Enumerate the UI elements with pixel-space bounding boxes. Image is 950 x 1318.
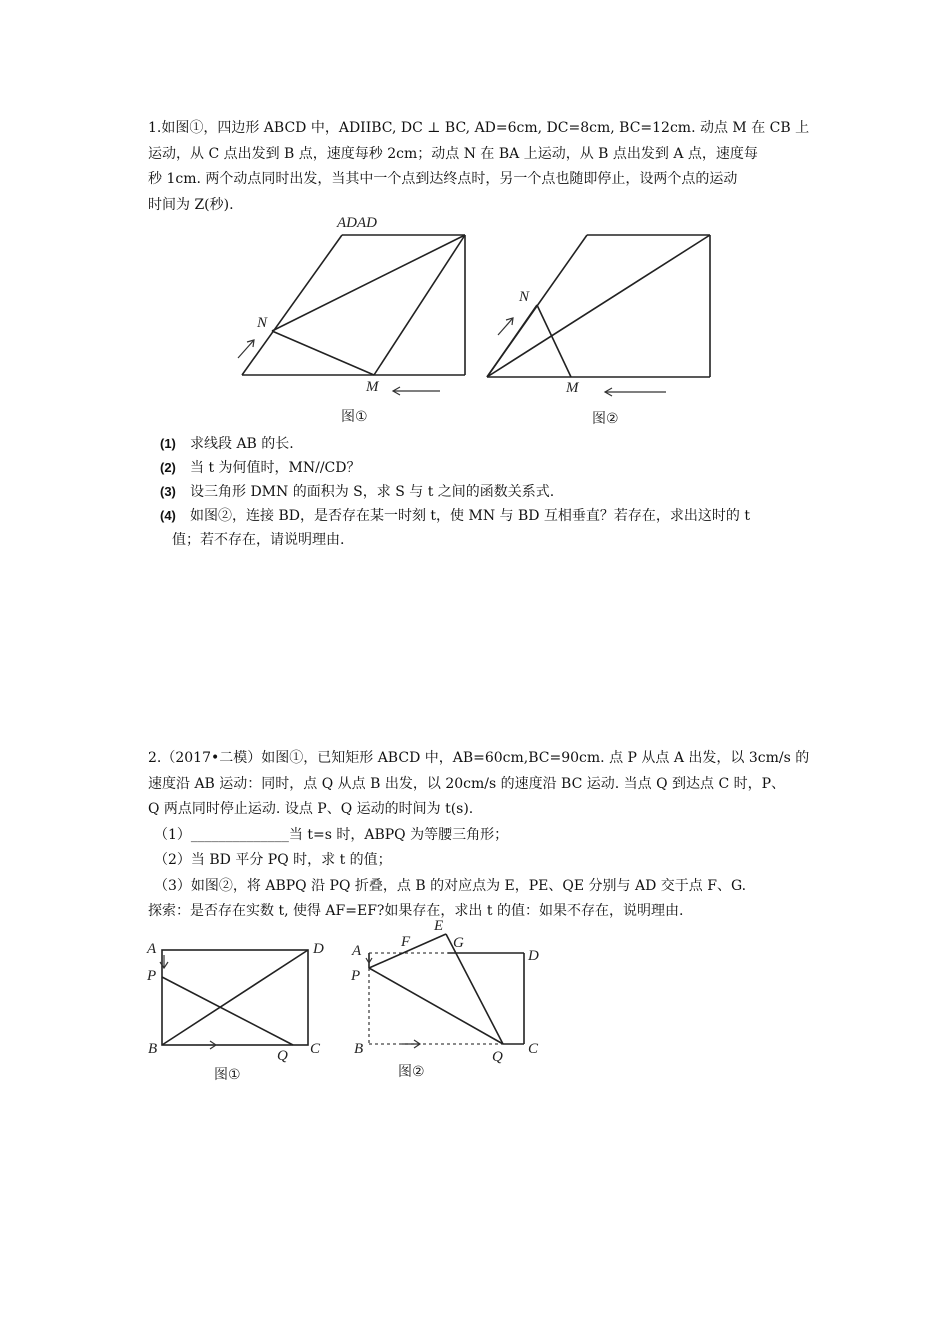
- figure-2-diagram: [487, 235, 710, 427]
- problem2-item: （3）如图②，将 ABPQ 沿 PQ 折叠，点 B 的对应点为 E，PE、QE 分别与 AD 交于点 F、G.: [154, 877, 747, 894]
- p2-figure-1-diagram: [146, 941, 324, 1083]
- label-b: B: [354, 1041, 364, 1057]
- question-number: (3): [160, 484, 176, 499]
- problem1-line: 秒 1cm. 两个动点同时出发，当其中一个点到达终点时，另一个点也随即停止，设两个点的运动: [148, 171, 738, 187]
- question-text: 设三角形 DMN 的面积为 S，求 S 与 t 之间的函数关系式.: [190, 484, 555, 500]
- label-m: M: [566, 380, 579, 396]
- problem2-line: 速度沿 AB 运动：同时，点 Q 从点 B 出发，以 20cm/s 的速度沿 BC 运动. 当点 Q 到达点 C 时，P、: [148, 775, 786, 792]
- label-q: Q: [492, 1049, 503, 1065]
- label-n: N: [257, 315, 268, 331]
- p2-figure-2-diagram: [350, 918, 539, 1080]
- figure-1-diagram: [238, 215, 465, 425]
- problem2-line: Q 两点同时停止运动. 设点 P、Q 运动的时间为 t(s).: [148, 801, 474, 817]
- label-d: D: [313, 941, 324, 957]
- label-d: D: [528, 948, 539, 964]
- label-e: E: [434, 918, 444, 934]
- figure-1-caption: 图①: [341, 409, 368, 425]
- problem1-questions: [0, 432, 950, 552]
- question-text: 求线段 AB 的长.: [190, 436, 294, 452]
- problem2-explore: 探索：是否存在实数 t, 使得 AF=EF?如果存在，求出 t 的值：如果不存在，说明理由.: [148, 903, 684, 919]
- problem1-line: 时间为 Z(秒).: [148, 196, 234, 213]
- question-text: 当 t 为何值时，MN//CD？: [190, 460, 361, 476]
- label-c: C: [528, 1041, 539, 1057]
- p2-figure-2-caption: 图②: [398, 1064, 425, 1080]
- problem1-figures: [0, 0, 950, 440]
- problem2-statement: [148, 746, 813, 925]
- label-a: A: [147, 941, 157, 957]
- label-g: G: [453, 935, 464, 951]
- problem2-item: （2）当 BD 平分 PQ 时，求 t 的值；: [154, 852, 392, 868]
- label-q: Q: [277, 1048, 288, 1064]
- question-text: 如图②，连接 BD，是否存在某一时刻 t，使 MN 与 BD 互相垂直？若存在，求出这时的 t: [190, 508, 751, 524]
- problem1-line: 1.如图①，四边形 ABCD 中，ADIIBC, DC ⊥ BC, AD=6cm, DC=8cm, BC=12cm. 动点 M 在 CB 上: [148, 120, 810, 136]
- problem1-line: 运动，从 C 点出发到 B 点，速度每秒 2cm；动点 N 在 BA 上运动，从 B 点出发到 A 点，速度每: [148, 145, 758, 162]
- label-f: F: [401, 934, 411, 950]
- label-b: B: [148, 1041, 158, 1057]
- figure-2-caption: 图②: [592, 411, 619, 427]
- question-number: (1): [160, 436, 176, 451]
- label-m: M: [366, 379, 379, 395]
- label-n: N: [519, 289, 530, 305]
- problem2-item: （1）______________当 t=s 时，ABPQ 为等腰三角形；: [154, 826, 509, 843]
- figure-top-label: ADAD: [337, 215, 377, 231]
- label-p: P: [351, 968, 361, 984]
- p2-figure-1-caption: 图①: [214, 1067, 241, 1083]
- label-c: C: [310, 1041, 321, 1057]
- label-p: P: [147, 968, 157, 984]
- problem2-line: 2.（2017•二模）如图①，已知矩形 ABCD 中，AB=60cm,BC=90cm. 点 P 从点 A 出发，以 3cm/s 的: [148, 750, 810, 766]
- question-number: (4): [160, 508, 176, 523]
- question-text-continued: 值；若不存在，请说明理由.: [172, 532, 345, 548]
- question-number: (2): [160, 460, 176, 475]
- label-a: A: [352, 943, 362, 959]
